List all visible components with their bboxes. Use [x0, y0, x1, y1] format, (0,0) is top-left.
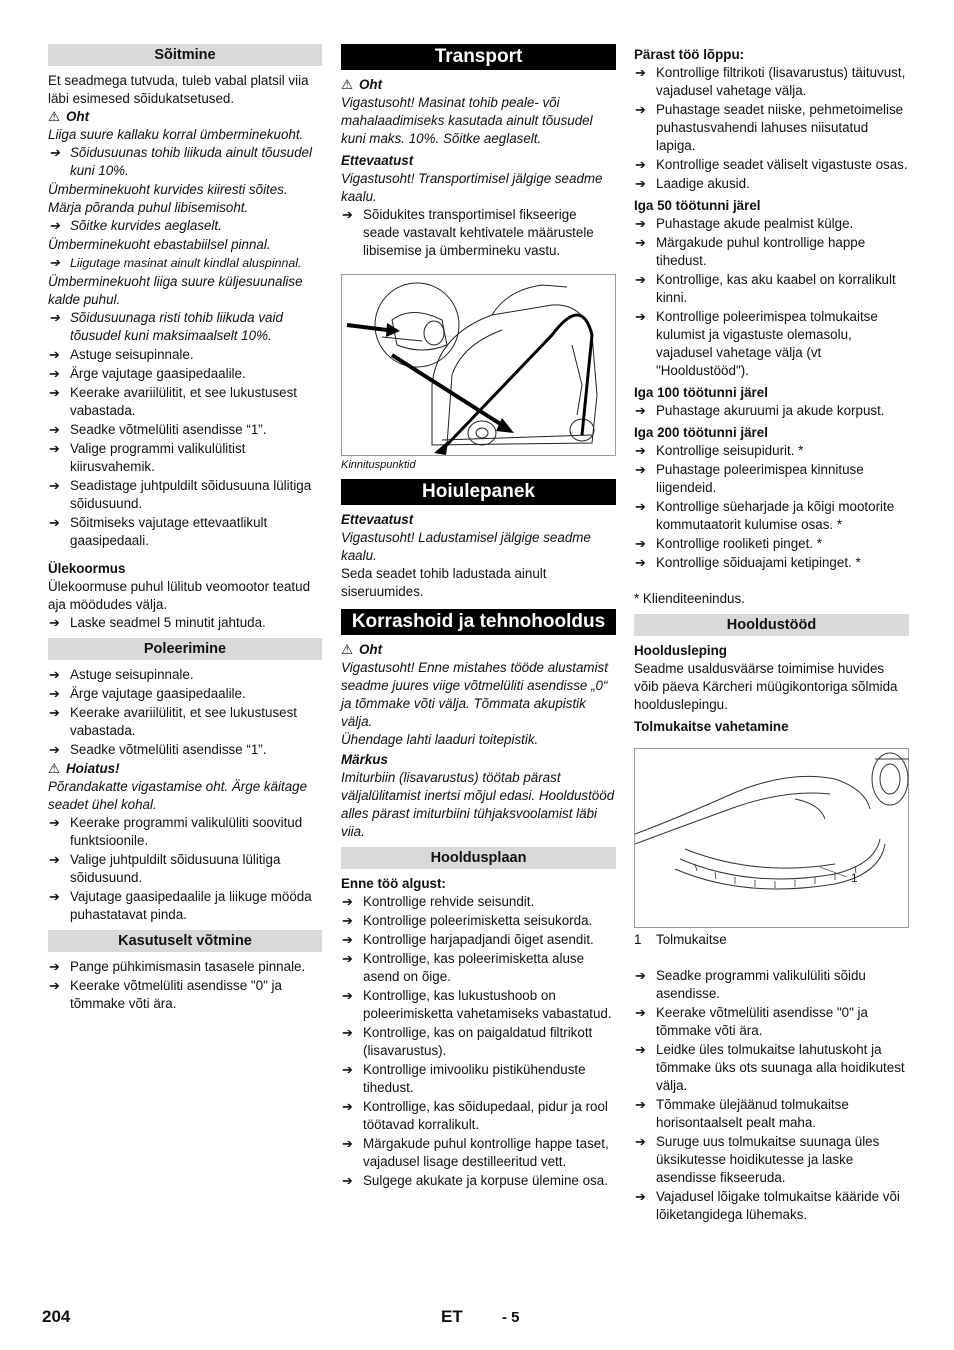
arrow-right-icon: ➔: [49, 347, 60, 362]
list-item: ➔ Märgakude puhul kontrollige happe tihedust.: [635, 235, 866, 268]
list-item: ➔ Ärge vajutage gaasipedaalile.: [49, 686, 246, 701]
list-item: ➔ Liigutage masinat ainult kindlal aluspinnal.: [49, 255, 302, 270]
arrow-right-icon: ➔: [49, 422, 60, 437]
arrow-right-icon: ➔: [635, 216, 646, 231]
list-item: ➔ Sulgege akukate ja korpuse ülemine osa.: [342, 1173, 608, 1188]
column-1: [48, 44, 322, 1014]
arrow-right-icon: ➔: [49, 686, 60, 701]
list-item: ➔ Kontrollige poleerimispea tolmukaitse kulumist ja vigastuste olemasolu, vajadusel vahetage välja (vt "Hooldustööd").: [635, 309, 878, 378]
arrow-right-icon: ➔: [49, 218, 60, 233]
note-markus: Märkus: [341, 752, 388, 767]
label-hooldusleping: Hooldusleping: [634, 643, 727, 658]
sub-page: - 5: [502, 1309, 520, 1326]
arrow-right-icon: ➔: [635, 443, 646, 458]
machine-illustration: [342, 275, 616, 455]
section-heading-hooldustood: Hooldustööd: [634, 614, 909, 636]
list-item: ➔ Astuge seisupinnale.: [49, 347, 194, 362]
ylekoormus-text: Ülekoormuse puhul lülitub veomootor teatud aja möödudes välja.: [48, 579, 311, 612]
list-item: ➔ Puhastage akude pealmist külge.: [635, 216, 854, 231]
list-item: ➔ Keerake avariilülitit, et see lukustusest vabastada.: [49, 705, 298, 738]
page-number: 204: [42, 1307, 71, 1326]
list-item: ➔ Kontrollige harjapadjandi õiget asendit.: [342, 932, 594, 947]
list-item: ➔ Vajutage gaasipedaalile ja liikuge mööda puhastatavat pinda.: [49, 889, 312, 922]
hooldusleping-text: Seadme usaldusväärse toimimise huvides võib päeva Kärcheri müügikontoriga sõlmida hoolduslepingu.: [634, 661, 898, 712]
arrow-right-icon: ➔: [635, 1005, 646, 1020]
arrow-right-icon: ➔: [635, 403, 646, 418]
arrow-right-icon: ➔: [342, 207, 353, 222]
section-heading-hooldusplaan: Hooldusplaan: [341, 847, 616, 869]
list-item: ➔ Kontrollige, kas lukustushoob on poleerimisketta vahetamiseks vabastatud.: [342, 988, 612, 1021]
list-item: ➔ Kontrollige süeharjade ja kõigi mootorite kommutaatorit kulumise osas. *: [635, 499, 895, 532]
list-item: ➔ Vajadusel lõigake tolmukaitse kääride või lõiketangidega lühemaks.: [635, 1189, 900, 1222]
list-item: ➔ Laadige akusid.: [635, 176, 750, 191]
list-item: ➔ Sõidusuunas tohib liikuda ainult tõusudel kuni 10%.: [49, 145, 312, 178]
soitmine-intro: Et seadmega tutvuda, tuleb vabal platsil viia läbi esimesed sõidukatsetused.: [48, 73, 309, 106]
arrow-right-icon: ➔: [49, 889, 60, 904]
arrow-right-icon: ➔: [635, 235, 646, 250]
list-item: ➔ Kontrollige seadet väliselt vigastuste osas.: [635, 157, 908, 172]
arrow-right-icon: ➔: [49, 478, 60, 493]
list-item: ➔ Kontrollige sõiduajami ketipinget. *: [635, 555, 861, 570]
italic-text: Ümberminekuoht liiga suure küljesuunalise kalde puhul.: [48, 274, 303, 307]
list-item: ➔ Seadke võtmelüliti asendisse “1”.: [49, 742, 267, 757]
arrow-right-icon: ➔: [635, 1042, 646, 1057]
label-enne-too-algust: Enne töö algust:: [341, 876, 446, 891]
warning-oht: ⚠ Oht: [341, 642, 383, 657]
markus-text: Imiturbiin (lisavarustus) töötab pärast väljalülitamist inertsi mõjul edasi. Hooldustööd alles pärast imiturbiini tühjaksvoolamist läbi viia.: [341, 770, 615, 839]
section-heading-korrashoid: Korrashoid ja tehnohooldus: [341, 609, 616, 635]
arrow-right-icon: ➔: [635, 462, 646, 477]
list-item: ➔ Sõidukites transportimisel fikseerige seade vastavalt kehtivatele määrustele libisemise ja ümbermineku vastu.: [342, 207, 594, 258]
list-item: ➔ Puhastage seadet niiske, pehmetoimelise puhastusvahendi lahuses niisutatud lapiga.: [635, 102, 904, 153]
arrow-right-icon: ➔: [49, 255, 60, 270]
warning-triangle-icon: ⚠: [341, 642, 354, 657]
label-parast-too-loppu: Pärast töö lõppu:: [634, 47, 745, 62]
figure-tolmukaitse: [634, 748, 909, 928]
list-item: ➔ Seadistage juhtpuldilt sõidusuuna lülitiga sõidusuund.: [49, 478, 312, 511]
ettevaatust-text: Vigastusoht! Transportimisel jälgige seadme kaalu.: [341, 171, 603, 204]
hoiulepanek-text-2: Seda seadet tohib ladustada ainult siseruumides.: [341, 566, 547, 599]
list-item: ➔ Puhastage akuruumi ja akude korpust.: [635, 403, 885, 418]
list-item: ➔ Kontrollige imivooliku pistikühenduste tihedust.: [342, 1062, 586, 1095]
arrow-right-icon: ➔: [635, 1189, 646, 1204]
arrow-right-icon: ➔: [342, 1173, 353, 1188]
list-item: ➔ Valige juhtpuldilt sõidusuuna lülitiga sõidusuund.: [49, 852, 281, 885]
arrow-right-icon: ➔: [635, 272, 646, 287]
arrow-right-icon: ➔: [342, 951, 353, 966]
footnote: * Klienditeenindus.: [634, 591, 745, 606]
list-item: ➔ Kontrollige, kas aku kaabel on korralikult kinni.: [635, 272, 896, 305]
arrow-right-icon: ➔: [49, 310, 60, 325]
hoiulepanek-text: Vigastusoht! Ladustamisel jälgige seadme kaalu.: [341, 530, 591, 563]
list-item: ➔ Seadke võtmelüliti asendisse “1”.: [49, 422, 267, 437]
label-iga-200: Iga 200 töötunni järel: [634, 425, 768, 440]
warning-hoiatus: ⚠ Hoiatus!: [48, 761, 120, 776]
list-item: ➔ Sõitmiseks vajutage ettevaatlikult gaasipedaali.: [49, 515, 268, 548]
figure-legend: 1 Tolmukaitse: [634, 932, 727, 947]
arrow-right-icon: ➔: [49, 959, 60, 974]
arrow-right-icon: ➔: [635, 176, 646, 191]
warning-triangle-icon: ⚠: [341, 77, 354, 92]
warning-oht: ⚠ Oht: [48, 109, 90, 124]
figure-kinnituspunktid: [341, 274, 616, 456]
arrow-right-icon: ➔: [49, 385, 60, 400]
arrow-right-icon: ➔: [635, 555, 646, 570]
list-item: ➔ Pange pühkimismasin tasasele pinnale.: [49, 959, 306, 974]
section-heading-poleerimine: Poleerimine: [48, 638, 322, 660]
list-item: ➔ Laske seadmel 5 minutit jahtuda.: [49, 615, 266, 630]
arrow-right-icon: ➔: [49, 705, 60, 720]
arrow-right-icon: ➔: [342, 932, 353, 947]
list-item: ➔ Kontrollige, kas sõidupedaal, pidur ja rool töötavad korralikult.: [342, 1099, 608, 1132]
arrow-right-icon: ➔: [635, 499, 646, 514]
section-heading-kasutuselt: Kasutuselt võtmine: [48, 930, 322, 952]
list-item: ➔ Kontrollige, kas on paigaldatud filtrikott (lisavarustus).: [342, 1025, 593, 1058]
arrow-right-icon: ➔: [342, 913, 353, 928]
arrow-right-icon: ➔: [635, 968, 646, 983]
arrow-right-icon: ➔: [49, 815, 60, 830]
hoiatus-text: Põrandakatte vigastamise oht. Ärge käitage seadet ühel kohal.: [48, 779, 308, 812]
language-code: ET: [441, 1307, 463, 1326]
figure-callout-1: 1: [851, 871, 858, 885]
list-item: ➔ Kontrollige seisupidurit. *: [635, 443, 804, 458]
arrow-right-icon: ➔: [635, 1134, 646, 1149]
arrow-right-icon: ➔: [342, 1062, 353, 1077]
list-item: ➔ Valige programmi valikulülitist kiirusvahemik.: [49, 441, 246, 474]
caution-ettevaatust: Ettevaatust: [341, 512, 414, 527]
arrow-right-icon: ➔: [342, 894, 353, 909]
list-item: ➔ Sõidusuunaga risti tohib liikuda vaid tõusudel kuni maksimaalselt 10%.: [49, 310, 283, 343]
arrow-right-icon: ➔: [342, 1025, 353, 1040]
list-item: ➔ Kontrollige filtrikoti (lisavarustus) täituvust, vajadusel vahetage välja.: [635, 65, 906, 98]
label-iga-100: Iga 100 töötunni järel: [634, 385, 768, 400]
italic-text: Liiga suure kallaku korral ümberminekuoht.: [48, 127, 304, 142]
arrow-right-icon: ➔: [635, 65, 646, 80]
italic-text: Ümberminekuoht kurvides kiiresti sõites. Märja põranda puhul libisemisoht.: [48, 182, 288, 215]
dust-guard-illustration: [635, 749, 909, 927]
list-item: ➔ Astuge seisupinnale.: [49, 667, 194, 682]
list-item: ➔ Ärge vajutage gaasipedaalile.: [49, 366, 246, 381]
list-item: ➔ Kontrollige, kas poleerimisketta aluse asend on õige.: [342, 951, 585, 984]
list-item: ➔ Puhastage poleerimispea kinnituse liigendeid.: [635, 462, 864, 495]
arrow-right-icon: ➔: [635, 1097, 646, 1112]
arrow-right-icon: ➔: [342, 1136, 353, 1151]
arrow-right-icon: ➔: [635, 102, 646, 117]
section-heading-hoiulepanek: Hoiulepanek: [341, 479, 616, 505]
arrow-right-icon: ➔: [49, 615, 60, 630]
list-item: ➔ Keerake programmi valikulüliti soovitud funktsioonile.: [49, 815, 303, 848]
list-item: ➔ Keerake avariilülitit, et see lukustusest vabastada.: [49, 385, 298, 418]
label-ylekoormus: Ülekoormus: [48, 561, 126, 576]
arrow-right-icon: ➔: [49, 515, 60, 530]
list-item: ➔ Kontrollige poleerimisketta seisukorda.: [342, 913, 593, 928]
korrashoid-text-2: Ühendage lahti laaduri toitepistik.: [341, 732, 539, 747]
arrow-right-icon: ➔: [49, 366, 60, 381]
list-item: ➔ Sõitke kurvides aeglaselt.: [49, 218, 222, 233]
column-2: [341, 44, 616, 1191]
label-iga-50: Iga 50 töötunni järel: [634, 198, 761, 213]
arrow-right-icon: ➔: [49, 852, 60, 867]
caution-ettevaatust: Ettevaatust: [341, 153, 414, 168]
italic-text: Ümberminekuoht ebastabiilsel pinnal.: [48, 237, 271, 252]
list-item: ➔ Seadke programmi valikulüliti sõidu asendisse.: [635, 968, 866, 1001]
arrow-right-icon: ➔: [635, 157, 646, 172]
oht-text: Vigastusoht! Masinat tohib peale- või mahalaadimiseks kasutada ainult tõusudel kuni maks. 10%. Sõitke aeglaselt.: [341, 95, 593, 146]
column-3: [634, 44, 909, 1225]
label-tolmukaitse: Tolmukaitse vahetamine: [634, 719, 789, 734]
warning-triangle-icon: ⚠: [48, 761, 61, 776]
arrow-right-icon: ➔: [635, 536, 646, 551]
list-item: ➔ Tõmmake ülejäänud tolmukaitse horisontaalselt pealt maha.: [635, 1097, 849, 1130]
list-item: ➔ Kontrollige rooliketi pinget. *: [635, 536, 822, 551]
arrow-right-icon: ➔: [635, 309, 646, 324]
list-item: ➔ Kontrollige rehvide seisundit.: [342, 894, 535, 909]
list-item: ➔ Leidke üles tolmukaitse lahutuskoht ja tõmmake üks ots suunaga alla hoidikutest välja.: [635, 1042, 905, 1093]
section-heading-soitmine: Sõitmine: [48, 44, 322, 66]
list-item: ➔ Märgakude puhul kontrollige happe taset, vajadusel lisage destilleeritud vett.: [342, 1136, 609, 1169]
korrashoid-text: Vigastusoht! Enne mistahes tööde alustamist seadme juures viige võtmelüliti asendisse „0“ ja tõmmake võti välja. Tõmmata akupistik välja.: [341, 660, 608, 729]
warning-triangle-icon: ⚠: [48, 109, 61, 124]
figure-caption: Kinnituspunktid: [341, 459, 416, 471]
list-item: ➔ Keerake võtmelüliti asendisse "0" ja tõmmake võti ära.: [635, 1005, 868, 1038]
section-heading-transport: Transport: [341, 44, 616, 70]
arrow-right-icon: ➔: [342, 988, 353, 1003]
arrow-right-icon: ➔: [342, 1099, 353, 1114]
warning-oht: ⚠ Oht: [341, 77, 383, 92]
list-item: ➔ Suruge uus tolmukaitse suunaga üles üksikutesse hoidikutesse ja laske asendisse fikseeruda.: [635, 1134, 880, 1185]
arrow-right-icon: ➔: [49, 742, 60, 757]
arrow-right-icon: ➔: [49, 667, 60, 682]
list-item: ➔ Keerake võtmelüliti asendisse "0" ja tõmmake võti ära.: [49, 978, 282, 1011]
arrow-right-icon: ➔: [49, 441, 60, 456]
arrow-right-icon: ➔: [49, 145, 60, 160]
arrow-right-icon: ➔: [49, 978, 60, 993]
